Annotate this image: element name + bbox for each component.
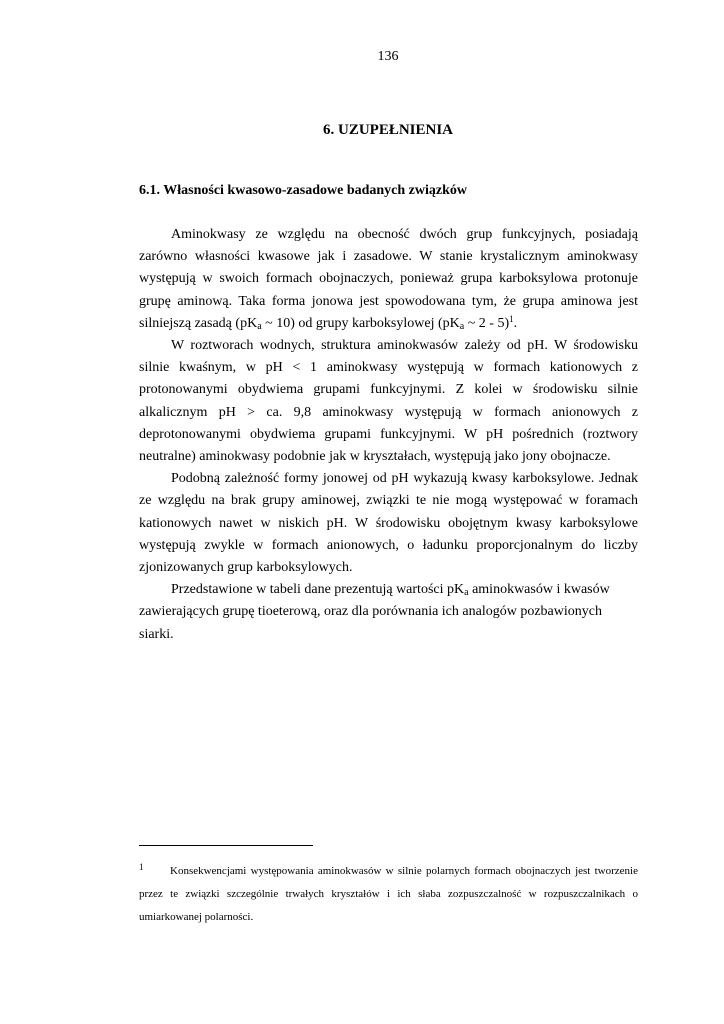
paragraph-1-text-c: ~ 2 - 5): [464, 315, 510, 331]
section-title: 6.1. Własności kwasowo-zasadowe badanych związków: [139, 183, 467, 198]
pka-subscript: a: [459, 320, 465, 332]
chapter-title: 6. UZUPEŁNIENIA: [322, 122, 454, 138]
paragraph-3: Podobną zależność formy jonowej od pH wykazują kwasy karboksylowe. Jednak ze względu na brak grupy aminowej, związki te nie mogą występować w foramach kationowych nawet w niskich pH. W środowisku obojętnym kwasy karboksylowe występują zwykle w formach anionowych, o ładunku proporcjonalnym do liczby zjonizowanych grup karboksylowych.: [139, 471, 638, 576]
paragraph-2: W roztworach wodnych, struktura aminokwasów zależy od pH. W środowisku silnie kwaśnym, w pH < 1 aminokwasy występują w formach kationowych z protonowanymi obydwiema grupami funkcyjnymi. Z kolei w środowisku silnie alkalicznym pH > ca. 9,8 aminokwasy występują w formach anionowych z deprotonowanymi obydwiema grupami funkcyjnymi. W pH pośrednich (roztwory neutralne) aminokwasy podobnie jak w kryształach, występują jako jony obojnacze.: [139, 338, 638, 465]
footnote-reference: 1: [509, 313, 514, 324]
page-number: 136: [377, 49, 399, 64]
footnote: 1 Konsekwencjami występowania aminokwasów w silnie polarnych formach obojnaczych jest tworzenie przez te związki szczególnie trwałych kryształów i ich słaba zozpuszczalność w rozpuszczalnikach o umiarkowanej polarności.: [139, 862, 638, 923]
footnote-text: Konsekwencjami występowania aminokwasów w silnie polarnych formach obojnaczych jest tworzenie przez te związki szczególnie trwałych kryształów i ich słaba zozpuszczalność w rozpuszczalnikach o umiarkowanej polarności.: [139, 865, 638, 923]
paragraph-1-text-b: ~ 10) od grupy karboksylowej (pK: [261, 315, 460, 331]
pka-subscript: a: [464, 587, 469, 599]
paragraph-1-text-a: Aminokwasy ze względu na obecność dwóch grup funkcyjnych, posiadają zarówno własności kwasowe jak i zasadowe. W stanie krystalicznym aminokwasy występują w swoich formach obojnaczych, ponieważ grupa karboksylowa protonuje grupę aminową. Taka forma jonowa jest spowodowana tym, że grupa aminowa jest silniejszą zasadą (pK: [139, 227, 638, 331]
paragraph-1: [139, 224, 638, 335]
paragraph-4-text-b: aminokwasów i kwasów zawierających grupę tioeterową, oraz dla porównania ich analogów pozbawionych siarki.: [139, 582, 610, 642]
footnote-separator: [139, 845, 313, 846]
paragraph-1-text-d: .: [513, 315, 518, 331]
pka-subscript: a: [257, 320, 262, 332]
body-text: [139, 224, 638, 646]
paragraph-4: [139, 579, 638, 646]
paragraph-4-text-a: Przedstawione w tabeli dane prezentują wartości pK: [171, 582, 465, 598]
